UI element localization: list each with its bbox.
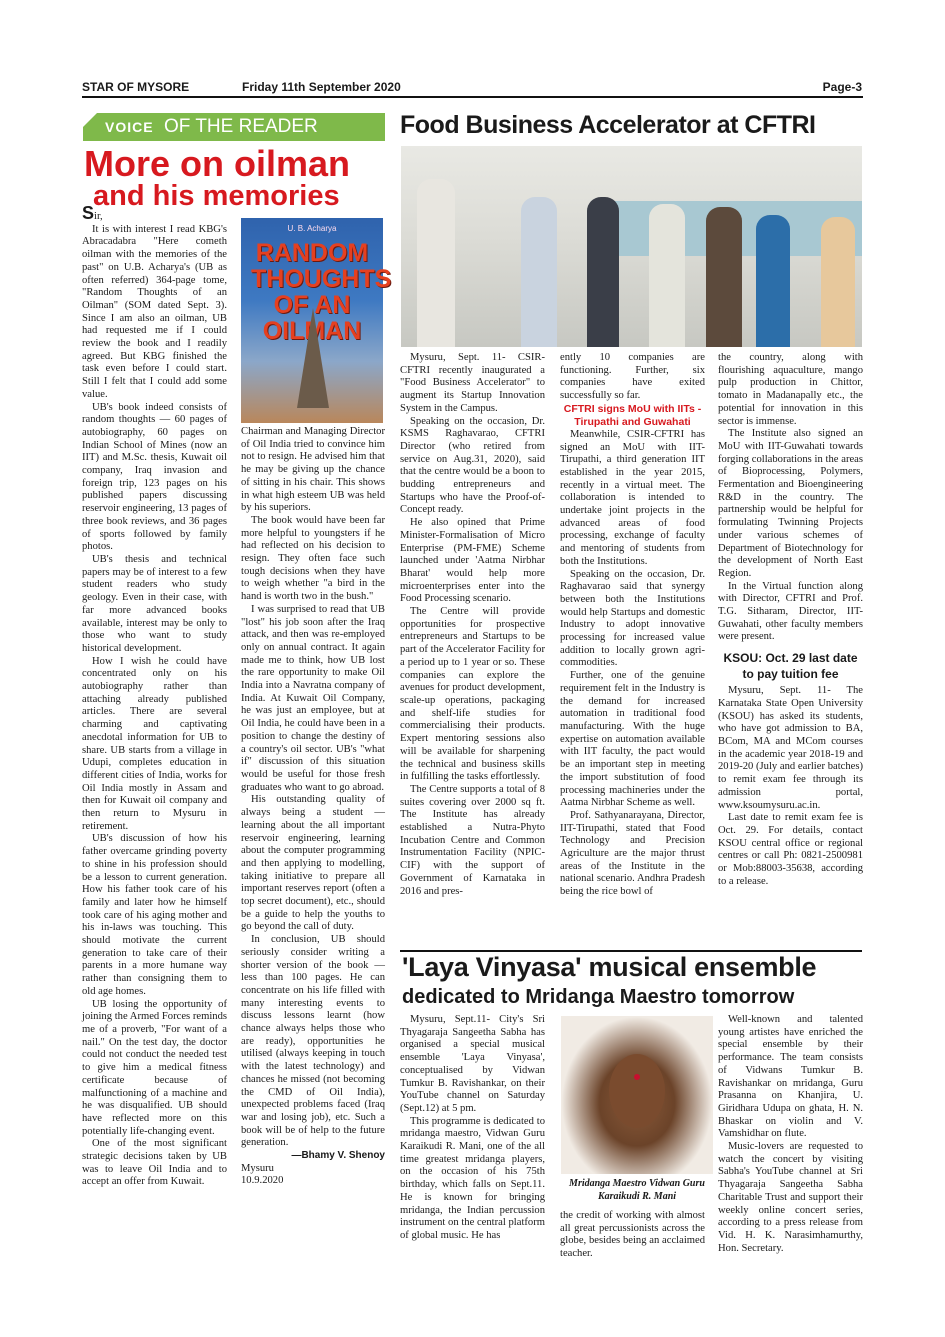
person-figure <box>587 197 619 347</box>
ksou-paragraph: Mysuru, Sept. 11- The Karnataka State Open University (KSOU) has asked its students, who have got admission to BA, BCom, MA and MCom courses in the academic year 2018-19 and 2019-20 (July and earlier batches) to remit exam fee through its admission portal, www.ksoumysuru.ac.in. <box>718 685 863 811</box>
letter-column-2 <box>241 426 385 1188</box>
person-figure <box>417 179 455 347</box>
letter-place: Mysuru <box>241 1162 274 1174</box>
letter-paragraph: Chairman and Managing Director of Oil India tried to convince him not to resign. He advised him that he may be giving up the chance of sitting in his chair. This shows in what high esteem UB was held by his superiors. <box>241 426 385 514</box>
banner-corner <box>83 113 97 127</box>
letter-paragraph: The book would have been far more helpful to youngsters if he had reflected on his decision to resign. They often face such tough decisions when they have to weigh whether "a bird in the hand is worth two in the bush." <box>241 514 385 603</box>
person-figure <box>756 215 790 347</box>
cftri-column-1 <box>400 352 545 898</box>
banner-word-reader: OF THE READER <box>164 116 318 137</box>
letter-date: 10.9.2020 <box>241 1175 284 1187</box>
laya-paragraph: Music-lovers are requested to watch the concert by visiting Sabha's YouTube channel at Sri Thyagaraja Sangeetha Sabha Charitable Trust and support their weekly online concert series, according to a press release from Vid. H. K. Narasimhamurthy, Hon. Secretary. <box>718 1141 863 1254</box>
cftri-paragraph: Meanwhile, CSIR-CFTRI has signed an MoU with IIT-Tirupathi, a third generation IIT established in the year 2015, recently in a virtual meet. The collaboration is intended to undertake joint projects in the advanced areas of food processing, exchange of faculty and mentoring of students from both the Institutions. <box>560 428 705 567</box>
letter-column-1 <box>82 203 227 1189</box>
letter-paragraph: His outstanding quality of always being a student — learning about the all important reservoir engineering, learning about the computer programming and then applying to modelling, taking initiative to prepare all important reserves report (often a top secret document), etc., should be a guide to help the youths to go beyond the call of duty. <box>241 794 385 933</box>
person-figure <box>521 197 557 347</box>
cftri-column-2 <box>560 352 705 899</box>
page-number: Page-3 <box>822 80 862 94</box>
maestro-portrait <box>561 1016 713 1174</box>
cftri-paragraph: The Institute also signed an MoU with IIT-Guwahati towards forging collaborations in the areas of Bioprocessing, Polymers, Fermentation and Bioengineering R&D in the country. The partnership would be helpful for formulating Twinning Projects under various schemes of Department of Biotechnology for the development of North East Region. <box>718 428 863 579</box>
book-title: RANDOM THOUGHTS OF AN OILMAN <box>251 239 392 345</box>
person-figure <box>649 204 685 347</box>
section-banner <box>83 113 385 141</box>
ksou-paragraph: Last date to remit exam fee is Oct. 29. For details, contact KSOU central office or regional centres or call Ph: 0821-2500981 or Mob:88003-35638, according to a release. <box>718 812 863 887</box>
cftri-headline: Food Business Accelerator at CFTRI <box>400 111 816 139</box>
letter-paragraph: How I wish he could have concentrated only on his autobiography rather than attaching already published articles. There are several charming and captivating anecdotal information for UB to share. UB starts from a village in Udupi, completes education in different cities of India, works for Oil India mostly in Assam and then for Kuwait oil company and then return to Mysuru in retirement. <box>82 655 227 832</box>
oil-rig-illustration <box>297 308 329 408</box>
banner-word-voice: VOICE <box>105 119 154 135</box>
cftri-paragraph: Speaking on the occasion, Dr. KSMS Raghavarao, CFTRI Director (who retired from service on Aug.31, 2020), said that the centre would be a boon to budding entrepreneurs and Startups who have the Proof-of-Concept ready. <box>400 415 545 516</box>
letter-headline-2: and his memories <box>93 180 340 212</box>
ksou-headline: KSOU: Oct. 29 last date to pay tuition fee <box>723 651 858 682</box>
laya-paragraph: Mysuru, Sept.11- City's Sri Thyagaraja Sangeetha Sabha has organised a special musical ensemble 'Laya Vinyasa', conceptualised by Vidwan Tumkur B. Ravishankar, on their YouTube channel on Saturday (Sept.12) at 5 pm. <box>400 1014 545 1114</box>
letter-paragraph: UB's thesis and technical papers may be of interest to a few student readers who study geology. Even in their case, with far more advanced books available, interest may be only to those who want to study historical development. <box>82 553 227 654</box>
letter-paragraph: It is with interest I read KBG's Abracadabra "Here cometh oilman with the memories of the past" on U.B. Acharya's (UB as often referred) 364-page tome, "Random Thoughts of an Oilman" (SOM dated Sept. 3). Since I am also an oilman, UB had requested me if I could review the book and I readily agreed. But KBG finished the task even before I could start. Still I felt that I could add some value. <box>82 223 227 400</box>
laya-headline-2: dedicated to Mridanga Maestro tomorrow <box>402 986 795 1008</box>
cftri-paragraph: Prof. Sathyanarayana, Director, IIT-Tirupathi, stated that Food Technology and Precision Agriculture are the major thrust areas of the Institute in the national scenario. Andhra Pradesh being the rice bowl of <box>560 809 705 898</box>
laya-headline-1: 'Laya Vinyasa' musical ensemble <box>402 952 817 982</box>
laya-paragraph: Well-known and talented young artistes have enriched the special ensemble by their performance. The team consists of Vidwans Tumkur B. Ravishankar on mridanga, Guru Prasanna on Khanjira, U. Giridhara Udupa on ghata, H. N. Bhaskar on violin and V. Vamshidhar on flute. <box>718 1014 863 1140</box>
cftri-subhead: CFTRI signs MoU with IITs - Tirupathi and Guwahati <box>563 402 702 428</box>
laya-paragraph: the credit of working with almost all great percussionists across the globe, besides being an acclaimed teacher. <box>560 1210 705 1260</box>
person-figure <box>706 207 742 347</box>
cftri-paragraph: Mysuru, Sept. 11- CSIR-CFTRI recently inaugurated a "Food Business Accelerator" to augment its Startup Innovation System in the Campus. <box>400 352 545 414</box>
issue-date: Friday 11th September 2020 <box>242 80 401 94</box>
letter-paragraph: One of the most significant strategic decisions taken by UB was to leave Oil India and to accept an offer from Kuwait. <box>82 1138 227 1188</box>
cftri-paragraph: He also opined that Prime Minister-Formalisation of Micro Enterprise (PM-FME) Scheme launched under 'Aatma Nirbhar Bharat' would help more microenterprises enter into the Food Processing scenario. <box>400 517 545 605</box>
page-header <box>82 78 862 96</box>
cftri-paragraph: Speaking on the occasion, Dr. Raghavarao said that synergy between both the Institutions would help Startups and domestic Industry to adopt innovative processing for increased value addition to locally grown agri-commodities. <box>560 568 705 669</box>
letter-headline-1: More on oilman <box>84 143 351 184</box>
letter-paragraph: UB's discussion of how his father overcame grinding poverty to shine in his profession should be a lesson to current generation. How his father took care of his family and later how he himself took care of his aging mother and his in-laws was touching. This should motivate the current generation to take care of their parents in a more humane way rather than consigning them to old age homes. <box>82 833 227 997</box>
tilak-mark <box>634 1074 640 1080</box>
cftri-paragraph: Further, one of the genuine requirement felt in the Industry is the demand for increased automation in traditional food manufacturing. With the huge expertise on automation available with IIT faculty, the pact would be an important step in meeting the import substitution of food processing machineries under the Aatma Nirbhar Scheme as well. <box>560 670 705 809</box>
cftri-paragraph: The Centre will provide opportunities for prospective entrepreneurs and Startups to be part of the Accelerator Facility for a period up to 1 year or so. These companies can explore the avenues for product development, scale-up operations, packaging and shelf-life studies for commercialising their products. Expert mentoring sessions also will be available for sharpening the technical and business skills in fulfilling the tasks effortlessly. <box>400 606 546 783</box>
cftri-column-3 <box>718 352 863 888</box>
cftri-paragraph: the country, along with flourishing aquaculture, mango pulp production in Chittor, tomato in Madanapally etc., the potential for innovation in this sector is immense. <box>718 352 863 427</box>
laya-paragraph: This programme is dedicated to mridanga maestro, Vidwan Guru Karaikudi R. Mani, one of the all time greatest mridanga players, on the occasion of his 75th birthday, which falls on Sept.11. He is known for bringing mridanga, the Indian percussion instrument on the central platform of global music. He has <box>400 1115 545 1241</box>
book-cover-image <box>241 218 392 423</box>
cftri-paragraph: The Centre supports a total of 8 suites covering over 2000 sq ft. The Institute has already established a Nutra-Phyto Incubation Centre and Common Instrumentation Facility (NPIC-CIF) with the support of Government of Karnataka in 2016 and pres- <box>400 783 545 897</box>
letter-signature: —Bhamy V. Shenoy <box>291 1150 385 1162</box>
letter-paragraph: UB losing the opportunity of joining the Armed Forces reminds me of a proverb, "For want of a nail." On the test day, the doctor could not conduct the needed test to give him a medical fitness certificate because of malfunctioning of a machine and he was disqualified. UB should have reflected more on this potentially life-changing event. <box>82 998 227 1137</box>
book-author: U. B. Acharya <box>287 224 337 233</box>
letter-paragraph: In conclusion, UB should seriously consider writing a shorter version of the book — less than 100 pages. He can concentrate on his life filled with many interesting events to discuss lessons learnt (how chance always helps those who are ready), opportunities he utilised (always keeping in touch with the latest technology) and chances he missed (not becoming the CMD of Oil India), unexpected problems faced (Iraq war and losing job), etc. Such a book will be of help to the future generation. <box>241 934 385 1149</box>
header-rule <box>82 96 863 98</box>
salutation: Sir, <box>82 203 103 223</box>
laya-column-1 <box>400 1014 545 1243</box>
laya-column-3 <box>718 1014 863 1255</box>
cftri-photo <box>401 146 862 347</box>
photo-caption: Mridanga Maestro Vidwan Guru Karaikudi R. Mani <box>569 1178 705 1202</box>
paper-name: STAR OF MYSORE <box>82 80 190 94</box>
laya-column-2 <box>560 1210 705 1261</box>
cftri-paragraph: In the Virtual function along with Director, CFTRI and Prof. T.G. Sitharam, Director, IIT-Guwahati, other faculty members were present. <box>718 580 863 643</box>
person-figure <box>821 217 855 347</box>
letter-paragraph: UB's book indeed consists of random thoughts — 60 pages of autobiography, 60 pages on Indian School of Mines (now an IIT) and M.Sc. thesis, Kuwait oil company, Iraq invasion and foreign trip, 123 pages on his published papers discussing reservoir engineering, 13 pages of three book reviews, and 36 pages of sports followed by family photos. <box>82 401 227 553</box>
face-shape <box>609 1054 665 1128</box>
letter-paragraph: I was surprised to read that UB "lost" his job soon after the Iraq attack, and then was re-employed only on annual contract. It again made me to think, how UB lost the rare opportunity to make Oil India into a Navratna company of India. At Kuwait Oil Company, he was just an employee, but at Oil India, he could have been in a position to change the destiny of a country's oil sector. UB's "what if" discussion of this situation would be useful for those fresh graduates who want to go abroad. <box>241 603 385 793</box>
cftri-paragraph: ently 10 companies are functioning. Further, six companies have exited successfully so far. <box>560 352 705 402</box>
